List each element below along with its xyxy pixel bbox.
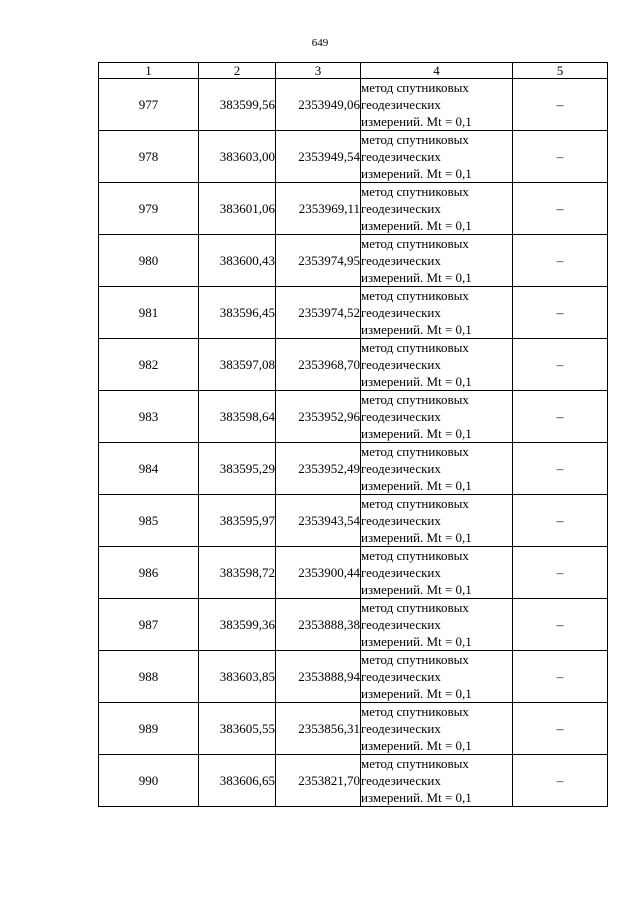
point-number-cell: 983 xyxy=(99,391,199,443)
method-cell xyxy=(361,79,513,131)
method-cell xyxy=(361,547,513,599)
column-5-cell: – xyxy=(513,599,608,651)
method-text-line: измерений. Mt = 0,1 xyxy=(361,530,472,545)
y-coordinate-cell: 2353900,44 xyxy=(276,547,361,599)
method-text-line: измерений. Mt = 0,1 xyxy=(361,218,472,233)
method-text-line: метод спутниковых xyxy=(361,184,469,199)
point-number-cell: 982 xyxy=(99,339,199,391)
method-cell xyxy=(361,755,513,807)
method-text-line: геодезических xyxy=(361,409,441,424)
method-text-line: геодезических xyxy=(361,669,441,684)
method-text-line: геодезических xyxy=(361,97,441,112)
method-text-line: измерений. Mt = 0,1 xyxy=(361,478,472,493)
method-cell xyxy=(361,651,513,703)
column-5-cell: – xyxy=(513,495,608,547)
method-text-line: измерений. Mt = 0,1 xyxy=(361,738,472,753)
method-text-line: геодезических xyxy=(361,773,441,788)
page-number: 649 xyxy=(311,37,329,49)
method-cell xyxy=(361,495,513,547)
method-text-line: геодезических xyxy=(361,305,441,320)
table-row xyxy=(99,495,608,547)
column-5-cell: – xyxy=(513,443,608,495)
y-coordinate-cell: 2353888,94 xyxy=(276,651,361,703)
x-coordinate-cell: 383606,65 xyxy=(199,755,276,807)
column-header-4: 4 xyxy=(361,63,513,79)
table-row xyxy=(99,287,608,339)
x-coordinate-cell: 383600,43 xyxy=(199,235,276,287)
table-row xyxy=(99,703,608,755)
y-coordinate-cell: 2353952,49 xyxy=(276,443,361,495)
method-text-line: геодезических xyxy=(361,253,441,268)
column-header-1: 1 xyxy=(99,63,199,79)
column-5-cell: – xyxy=(513,79,608,131)
method-text-line: геодезических xyxy=(361,513,441,528)
x-coordinate-cell: 383603,85 xyxy=(199,651,276,703)
column-5-cell: – xyxy=(513,703,608,755)
table-row xyxy=(99,183,608,235)
x-coordinate-cell: 383598,72 xyxy=(199,547,276,599)
column-5-cell: – xyxy=(513,287,608,339)
x-coordinate-cell: 383597,08 xyxy=(199,339,276,391)
method-text-line: метод спутниковых xyxy=(361,80,469,95)
method-text-line: геодезических xyxy=(361,149,441,164)
y-coordinate-cell: 2353856,31 xyxy=(276,703,361,755)
method-text-line: метод спутниковых xyxy=(361,600,469,615)
point-number-cell: 985 xyxy=(99,495,199,547)
table-row xyxy=(99,79,608,131)
coordinates-table xyxy=(98,62,608,807)
y-coordinate-cell: 2353821,70 xyxy=(276,755,361,807)
method-cell xyxy=(361,183,513,235)
column-header-3: 3 xyxy=(276,63,361,79)
method-text-line: метод спутниковых xyxy=(361,756,469,771)
x-coordinate-cell: 383595,97 xyxy=(199,495,276,547)
method-cell xyxy=(361,235,513,287)
y-coordinate-cell: 2353968,70 xyxy=(276,339,361,391)
table-row xyxy=(99,755,608,807)
table-row xyxy=(99,235,608,287)
table-row xyxy=(99,391,608,443)
method-cell xyxy=(361,287,513,339)
table-row xyxy=(99,547,608,599)
table-row xyxy=(99,443,608,495)
method-text-line: геодезических xyxy=(361,617,441,632)
method-text-line: геодезических xyxy=(361,201,441,216)
x-coordinate-cell: 383599,56 xyxy=(199,79,276,131)
method-text-line: метод спутниковых xyxy=(361,340,469,355)
y-coordinate-cell: 2353949,54 xyxy=(276,131,361,183)
point-number-cell: 988 xyxy=(99,651,199,703)
point-number-cell: 986 xyxy=(99,547,199,599)
point-number-cell: 977 xyxy=(99,79,199,131)
method-cell xyxy=(361,131,513,183)
method-text-line: измерений. Mt = 0,1 xyxy=(361,322,472,337)
method-cell xyxy=(361,599,513,651)
y-coordinate-cell: 2353974,95 xyxy=(276,235,361,287)
point-number-cell: 981 xyxy=(99,287,199,339)
y-coordinate-cell: 2353969,11 xyxy=(276,183,361,235)
method-text-line: метод спутниковых xyxy=(361,236,469,251)
column-5-cell: – xyxy=(513,183,608,235)
method-text-line: измерений. Mt = 0,1 xyxy=(361,790,472,805)
y-coordinate-cell: 2353888,38 xyxy=(276,599,361,651)
method-text-line: метод спутниковых xyxy=(361,652,469,667)
y-coordinate-cell: 2353952,96 xyxy=(276,391,361,443)
column-5-cell: – xyxy=(513,755,608,807)
method-text-line: измерений. Mt = 0,1 xyxy=(361,686,472,701)
column-header-5: 5 xyxy=(513,63,608,79)
method-text-line: геодезических xyxy=(361,721,441,736)
method-text-line: измерений. Mt = 0,1 xyxy=(361,374,472,389)
column-5-cell: – xyxy=(513,651,608,703)
y-coordinate-cell: 2353949,06 xyxy=(276,79,361,131)
method-cell xyxy=(361,443,513,495)
point-number-cell: 979 xyxy=(99,183,199,235)
y-coordinate-cell: 2353943,54 xyxy=(276,495,361,547)
point-number-cell: 987 xyxy=(99,599,199,651)
point-number-cell: 984 xyxy=(99,443,199,495)
column-5-cell: – xyxy=(513,339,608,391)
column-5-cell: – xyxy=(513,235,608,287)
x-coordinate-cell: 383603,00 xyxy=(199,131,276,183)
point-number-cell: 978 xyxy=(99,131,199,183)
table-header-row xyxy=(99,63,608,79)
x-coordinate-cell: 383599,36 xyxy=(199,599,276,651)
x-coordinate-cell: 383601,06 xyxy=(199,183,276,235)
method-cell xyxy=(361,703,513,755)
method-text-line: метод спутниковых xyxy=(361,496,469,511)
method-text-line: метод спутниковых xyxy=(361,288,469,303)
method-cell xyxy=(361,339,513,391)
table-row xyxy=(99,339,608,391)
method-text-line: геодезических xyxy=(361,357,441,372)
column-5-cell: – xyxy=(513,547,608,599)
y-coordinate-cell: 2353974,52 xyxy=(276,287,361,339)
method-text-line: геодезических xyxy=(361,565,441,580)
x-coordinate-cell: 383596,45 xyxy=(199,287,276,339)
point-number-cell: 980 xyxy=(99,235,199,287)
method-text-line: измерений. Mt = 0,1 xyxy=(361,426,472,441)
method-text-line: метод спутниковых xyxy=(361,132,469,147)
method-text-line: геодезических xyxy=(361,461,441,476)
table-row xyxy=(99,599,608,651)
method-text-line: измерений. Mt = 0,1 xyxy=(361,166,472,181)
column-header-2: 2 xyxy=(199,63,276,79)
method-cell xyxy=(361,391,513,443)
method-text-line: измерений. Mt = 0,1 xyxy=(361,270,472,285)
method-text-line: измерений. Mt = 0,1 xyxy=(361,114,472,129)
column-5-cell: – xyxy=(513,131,608,183)
point-number-cell: 990 xyxy=(99,755,199,807)
table-row xyxy=(99,651,608,703)
method-text-line: метод спутниковых xyxy=(361,548,469,563)
column-5-cell: – xyxy=(513,391,608,443)
point-number-cell: 989 xyxy=(99,703,199,755)
x-coordinate-cell: 383595,29 xyxy=(199,443,276,495)
method-text-line: метод спутниковых xyxy=(361,704,469,719)
x-coordinate-cell: 383605,55 xyxy=(199,703,276,755)
method-text-line: измерений. Mt = 0,1 xyxy=(361,582,472,597)
method-text-line: измерений. Mt = 0,1 xyxy=(361,634,472,649)
table-row xyxy=(99,131,608,183)
x-coordinate-cell: 383598,64 xyxy=(199,391,276,443)
method-text-line: метод спутниковых xyxy=(361,392,469,407)
method-text-line: метод спутниковых xyxy=(361,444,469,459)
